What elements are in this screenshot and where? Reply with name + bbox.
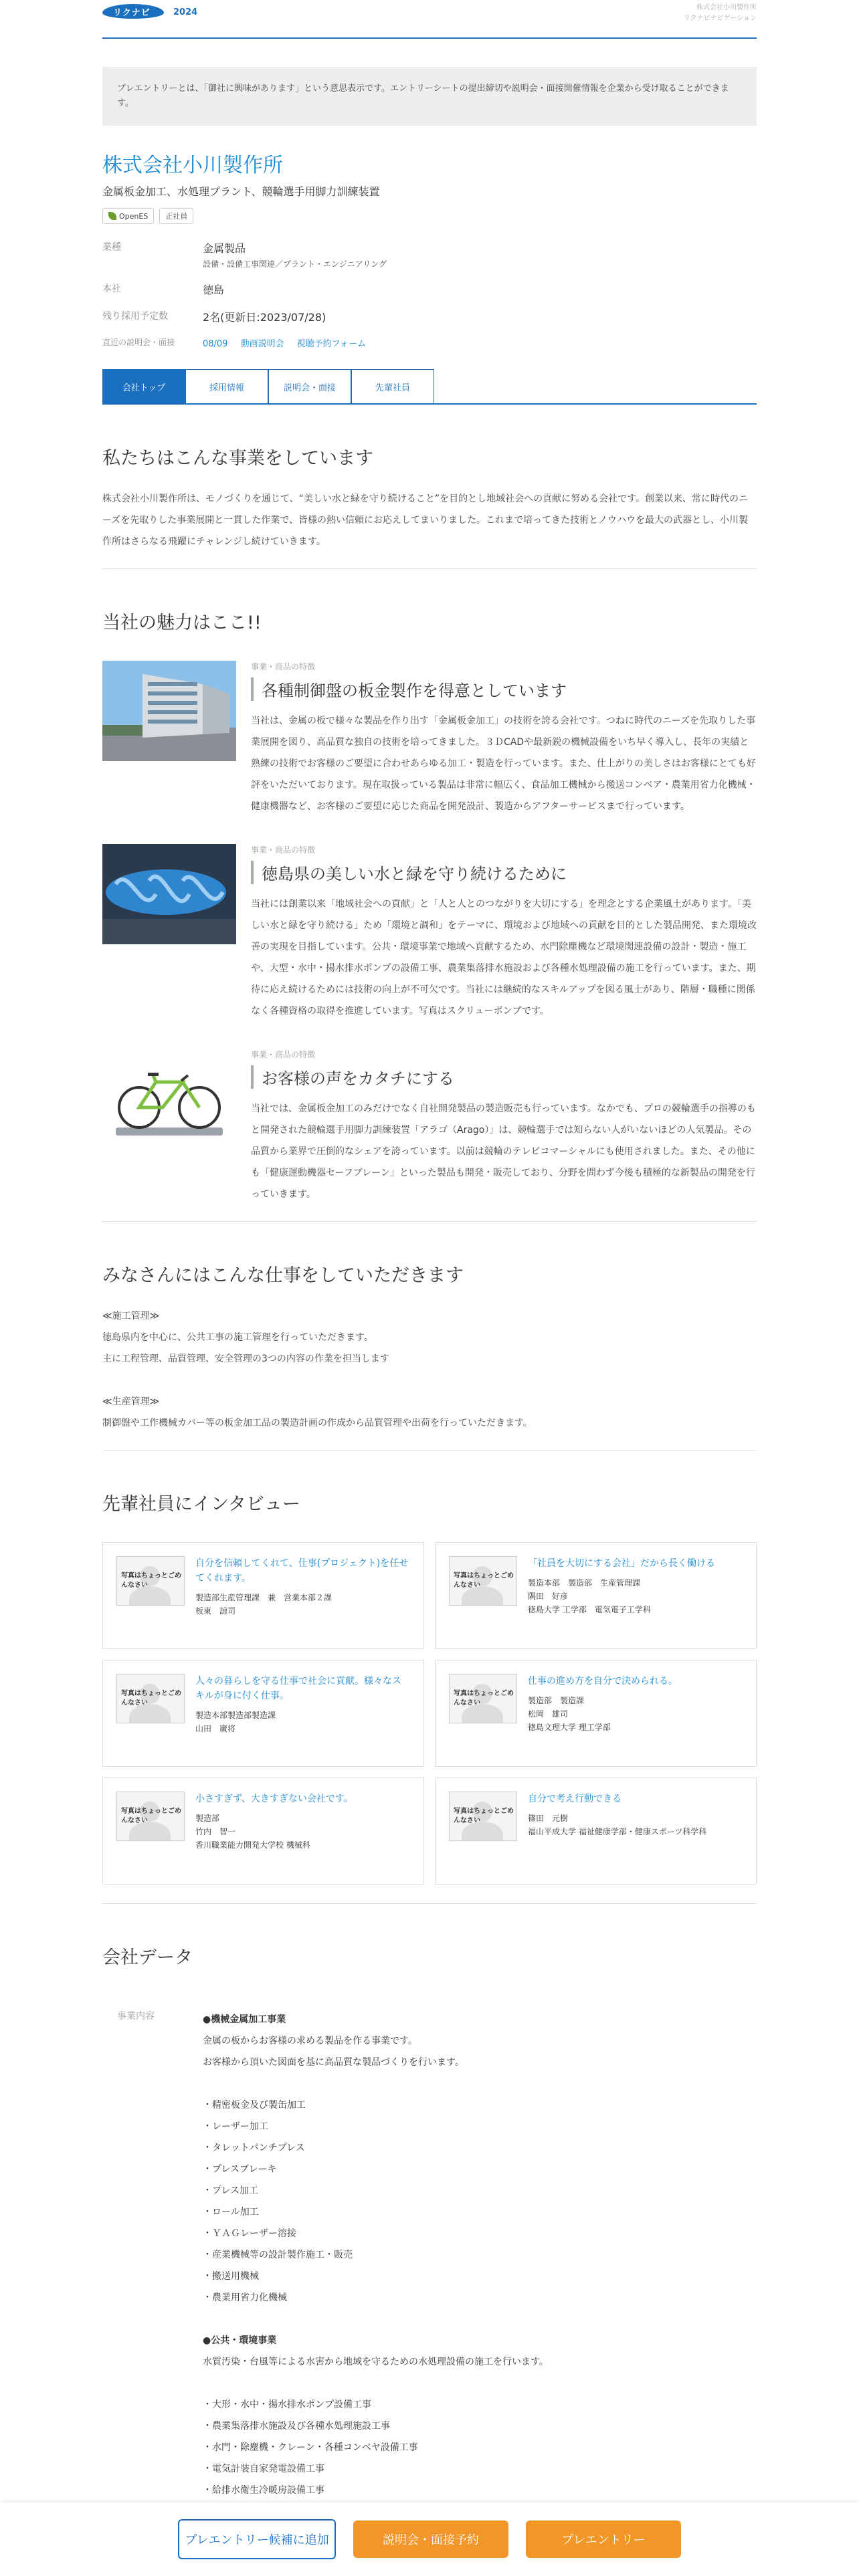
interview-quote[interactable]: 人々の暮らしを守る仕事で社会に貢献。様々なスキルが身に付く仕事。 [195, 1676, 401, 1701]
avatar-caption: 写真はちょっとごめんなさい [121, 1690, 181, 1707]
logo-text: リクナビ [113, 8, 151, 18]
avatar [116, 1674, 185, 1723]
hiring-value: 2名(更新日:2023/07/28) [203, 311, 326, 324]
company-data-heading: 会社データ [102, 1947, 193, 1968]
work-heading: みなさんにはこんな仕事をしていただきます [102, 1265, 464, 1286]
fulltime-badge [159, 208, 193, 224]
avatar-caption: 写真はちょっとごめんなさい [121, 1808, 181, 1824]
interview-dept: 製造部 [195, 1814, 220, 1823]
interview-card[interactable] [435, 1660, 757, 1767]
feature-title: お客様の声をカタチにする [251, 1065, 757, 1089]
company-badges [102, 208, 757, 224]
spacer [203, 2073, 549, 2095]
feature-text: 当社では、金属板金加工のみだけでなく自社開発製品の製造販売も行っています。なかでも、プロの競輪選手の指導のもと開発された競輪選手用脚力訓練装置「アラゴ（Arago）」は、競輪選手では知らない人がいないほどの人気製品。その品質から業界で圧倒的なシェアを誇っています。以前は競輪のテレビコマーシャルにも使用されました。また、その他にも「健康運動機器セーフブレーン」といった製品も開発・販売しており、分野を問わず今後も積極的な新製品の開発を行っていきます。 [251, 1103, 756, 1200]
video-session-link[interactable]: 動画説明会 [240, 339, 284, 349]
interview-quote[interactable]: 「社員を大切にする会社」だから長く働ける [528, 1558, 715, 1569]
screw-pump-photo [102, 844, 236, 944]
work-line: ≪生産管理≫ [102, 1396, 160, 1407]
bottom-action-bar [0, 2502, 859, 2576]
event-links [203, 336, 375, 349]
data-line: ・ロール加工 [203, 2207, 259, 2218]
divider [102, 568, 757, 569]
spacer [102, 1370, 757, 1391]
company-data-row [102, 2009, 757, 2565]
event-date-link[interactable]: 08/09 [203, 339, 228, 349]
interview-dept: 製造本部 製造部 生産管理課 [528, 1578, 641, 1588]
data-line: 金属の板からお客様の求める製品を作る事業です。 [203, 2036, 417, 2046]
openes-badge [102, 208, 154, 224]
interview-name: 隅田 好彦 [528, 1592, 569, 1601]
avatar [116, 1792, 185, 1841]
data-line: ・精密板金及び製缶加工 [203, 2100, 306, 2111]
pre-entry-button[interactable]: プレエントリー [526, 2520, 681, 2558]
work-description [102, 1305, 757, 1434]
industry-value: 金属製品 [203, 242, 246, 255]
company-tabs [102, 369, 757, 405]
data-line: ・タレットパンチプレス [203, 2143, 305, 2153]
tab-seniors[interactable]: 先輩社員 [351, 369, 434, 403]
interview-name: 松岡 雄司 [528, 1709, 569, 1719]
spacer [203, 2373, 549, 2394]
info-label: 残り採用予定数 [102, 311, 168, 322]
feature-category: 事業・商品の特徴 [251, 1050, 316, 1059]
industry-sub: 設備・設備工事関連／プラント・エンジニアリング [203, 259, 387, 269]
interview-name: 板東 諒司 [195, 1606, 236, 1616]
add-candidate-button[interactable]: プレエントリー候補に追加 [178, 2519, 336, 2559]
interview-card[interactable] [102, 1660, 424, 1767]
interview-school: 福山平成大学 福祉健康学部・健康スポーツ科学科 [528, 1827, 707, 1836]
divider [102, 1450, 757, 1451]
tab-company-top[interactable]: 会社トップ [102, 369, 185, 403]
interview-quote[interactable]: 自分を信頼してくれて、仕事(プロジェクト)を任せてくれます。 [195, 1558, 409, 1584]
info-value [203, 240, 387, 270]
badge-label: OpenES [119, 211, 149, 221]
site-header [102, 0, 757, 39]
reserve-seminar-button[interactable]: 説明会・面接予約 [353, 2520, 508, 2558]
info-row-events [102, 336, 757, 349]
avatar [449, 1792, 517, 1841]
site-logo[interactable] [102, 1, 203, 21]
data-line: ・大形・水中・揚水排水ポンプ設備工事 [203, 2399, 371, 2410]
avatar [116, 1556, 185, 1606]
avatar-caption: 写真はちょっとごめんなさい [454, 1808, 514, 1824]
feature-category: 事業・商品の特徴 [251, 662, 316, 671]
factory-building-photo [102, 661, 236, 761]
data-line: ・給排水衛生冷暖房設備工事 [203, 2485, 324, 2496]
work-line: 主に工程管理、品質管理、安全管理の3つの内容の作業を担当します [102, 1354, 389, 1364]
header-company: 株式会社小川製作所 [696, 4, 757, 11]
interview-quote[interactable]: 小さすぎず、大きすぎない会社です。 [195, 1794, 353, 1804]
data-label: 事業内容 [117, 2011, 155, 2022]
pre-entry-notice: プレエントリーとは、「御社に興味があります」という意思表示です。エントリーシートの提出締切や説明会・面接開催情報を企業から受け取ることができます。 [102, 67, 757, 126]
feature-item [102, 1049, 757, 1205]
data-line: ・プレスブレーキ [203, 2164, 277, 2175]
info-label: 本社 [102, 284, 121, 294]
work-line: 徳島県内を中心に、公共工事の施工管理を行っていただきます。 [102, 1332, 373, 1343]
info-row-hq [102, 282, 757, 297]
reservation-form-link[interactable]: 視聴予約フォーム [296, 339, 367, 349]
appeal-heading: 当社の魅力はここ!! [102, 613, 262, 633]
feature-text: 当社には創業以来「地域社会への貢献」と「人と人とのつながりを大切にする」を理念とする企業風土があります。「美しい水と緑を守り続ける」ため「環境と調和」をテーマに、環境および地域への貢献を目的とした製品開発、また環境改善の実現を目指しています。公共・環境事業で地域へ貢献するため、水門除塵機など環境関連設備の設計・製造・施工や、大型・水中・揚水排水ポンプの設備工事、農業集落排水施設および各種水処理設備の施工を行っています。また、期待に応え続けるためには技術の向上が不可欠です。当社には継続的なスキルアップを図る風土があり、階層・職種に関係なく各種資格の取得を推進しています。写真はスクリューポンプです。 [251, 899, 757, 1016]
feature-body [251, 661, 757, 817]
data-line: 水質汚染・台風等による水害から地域を守るための水処理設備の施工を行います。 [203, 2357, 549, 2367]
data-line: ・電気計装自家発電設備工事 [203, 2464, 324, 2474]
data-line: ●公共・環境事業 [203, 2335, 277, 2346]
business-text: 株式会社小川製作所は、モノづくりを通じて、“美しい水と緑を守り続けること”を目的とし地域社会への貢献に努める会社です。創業以来、常に時代のニーズを先取りした事業展開と一貫した作業で、皆様の熱い信頼にお応えしてまいりました。これまで培ってきた技術とノウハウを最大の武器とし、小川製作所はさらなる飛躍にチャレンジし続けていきます。 [102, 494, 749, 547]
interview-school: 徳島文理大学 理工学部 [528, 1723, 611, 1732]
spacer [203, 2309, 549, 2330]
feature-title: 徳島県の美しい水と緑を守り続けるために [251, 861, 757, 884]
avatar-caption: 写真はちょっとごめんなさい [454, 1690, 514, 1707]
leaf-icon [108, 212, 116, 220]
page-wrapper [102, 0, 757, 2565]
feature-category: 事業・商品の特徴 [251, 845, 316, 855]
interview-grid [102, 1542, 757, 1885]
work-line: ≪施工管理≫ [102, 1311, 160, 1321]
data-line: お客様から頂いた図面を基に高品質な製品づくりを行います。 [203, 2057, 464, 2068]
interview-dept: 製造部生産管理課 兼 営業本部２課 [195, 1593, 332, 1602]
feature-item [102, 844, 757, 1022]
company-info [102, 240, 757, 349]
avatar [449, 1674, 517, 1723]
interview-card[interactable] [435, 1542, 757, 1649]
interview-quote[interactable]: 自分で考え行動できる [528, 1794, 622, 1804]
divider [102, 1221, 757, 1222]
logo-year: 2024 [173, 7, 198, 17]
header-right [684, 3, 757, 24]
info-row-industry [102, 240, 757, 270]
info-row-hiring [102, 309, 757, 324]
business-heading: 私たちはこんな事業をしています [102, 448, 373, 469]
feature-body [251, 844, 757, 1022]
data-line: ・ＹＡＧレーザー溶接 [203, 2228, 296, 2239]
company-name: 株式会社小川製作所 [102, 154, 283, 177]
interview-name: 篠田 元樹 [528, 1814, 569, 1823]
interview-dept: 製造本部製造部製造課 [195, 1711, 276, 1720]
work-line: 制御盤や工作機械カバー等の板金加工品の製造計画の作成から品質管理や出荷を行っていただきます。 [102, 1418, 533, 1428]
interview-dept: 製造部 製造課 [528, 1696, 585, 1705]
feature-item [102, 661, 757, 817]
feature-title: 各種制御盤の板金製作を得意としています [251, 677, 757, 701]
data-line: ●機械金属加工事業 [203, 2014, 286, 2025]
data-line: ・レーザー加工 [203, 2121, 268, 2132]
data-line: ・プレス加工 [203, 2185, 259, 2196]
tab-seminars[interactable]: 説明会・面接 [268, 369, 351, 403]
interview-quote[interactable]: 仕事の進め方を自分で決められる。 [528, 1676, 678, 1687]
data-line: ・農業集落排水施設及び各種水処理施設工事 [203, 2421, 390, 2432]
data-line: ・水門・除塵機・クレーン・各種コンベヤ設備工事 [203, 2442, 418, 2453]
company-business: 金属板金加工、水処理プラント、競輪選手用脚力訓練装置 [102, 185, 380, 198]
info-label: 業種 [102, 242, 121, 253]
interview-name: 山田 廣将 [195, 1724, 236, 1733]
data-line: ・農業用省力化機械 [203, 2292, 287, 2303]
data-value [203, 2009, 549, 2565]
interview-card[interactable] [435, 1778, 757, 1885]
feature-text: 当社は、金属の板で様々な製品を作り出す「金属板金加工」の技術を誇る会社です。つねに時代のニーズを先取りした事業展開を図り、高品質な独自の技術を培ってきました。３ＤCADや最新鋭の機械設備をいち早く導入し、長年の実績と熟練の技術でお客様のご要望に合わせあらゆる加工・製造を行っています。また、仕上がりの美しさはお客様にとても好評をいただいております。現在取扱っている製品は非常に幅広く、食品加工機械から搬送コンベア・農業用省力化機械・健康機器など、お客様のご要望に応じた商品を開発設計、製造からアフターサービスまで行っています。 [251, 716, 756, 812]
data-line: ・搬送用機械 [203, 2271, 259, 2282]
badge-label: 正社員 [165, 212, 188, 221]
divider [102, 1903, 757, 1904]
interview-card[interactable] [102, 1542, 424, 1649]
tab-recruitment[interactable]: 採用情報 [185, 369, 268, 403]
avatar-caption: 写真はちょっとごめんなさい [454, 1572, 514, 1589]
interview-school: 香川職業能力開発大学校 機械科 [195, 1840, 310, 1850]
header-nav-link[interactable]: リクナビナビゲーション [683, 15, 757, 22]
training-bicycle-photo [102, 1049, 236, 1149]
feature-body [251, 1049, 757, 1205]
interview-heading: 先輩社員にインタビュー [102, 1494, 300, 1515]
interview-name: 竹内 智一 [195, 1827, 236, 1836]
info-label: 直近の説明会・面接 [102, 338, 175, 347]
interview-school: 徳島大学 工学部 電気電子工学科 [528, 1605, 651, 1614]
avatar-caption: 写真はちょっとごめんなさい [121, 1572, 181, 1589]
interview-card[interactable] [102, 1778, 424, 1885]
avatar [449, 1556, 517, 1606]
data-line: ・産業機械等の設計製作施工・販売 [203, 2250, 353, 2260]
hq-value: 徳島 [203, 284, 225, 296]
